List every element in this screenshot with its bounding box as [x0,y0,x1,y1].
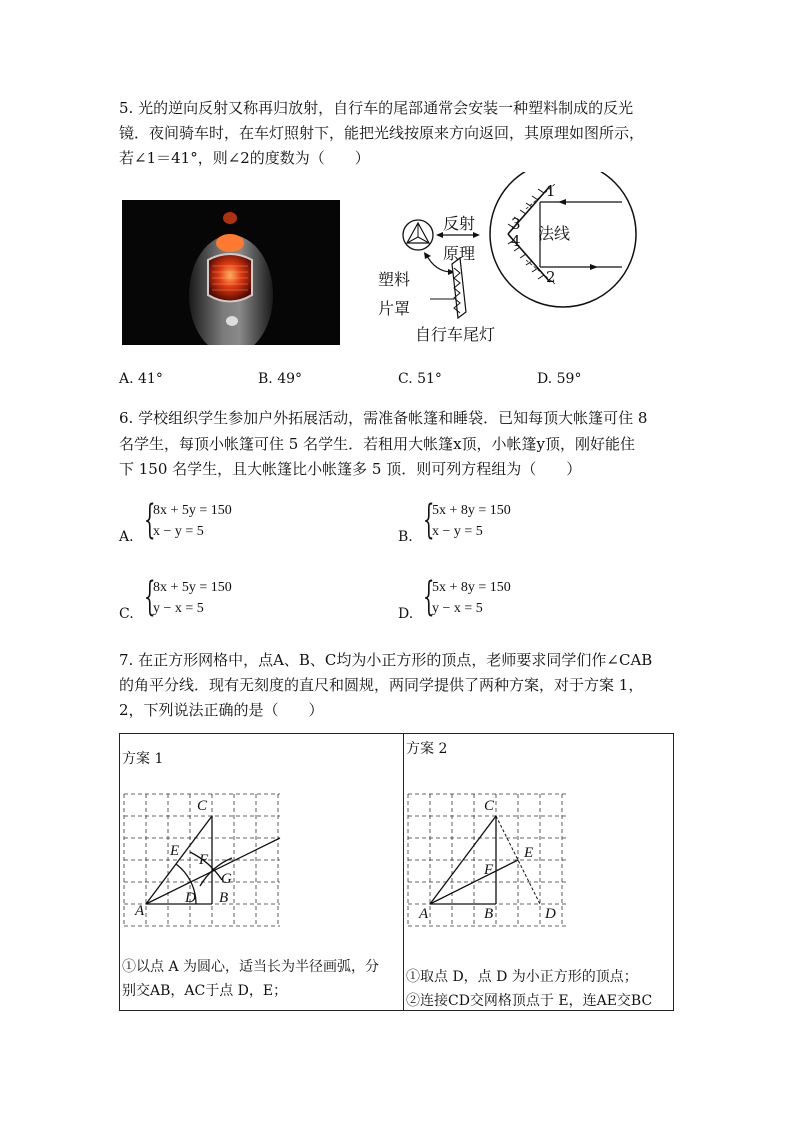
plan-1-label-g: G [221,871,232,887]
plan-1-step-1a: ①以点 A 为圆心，适当长为半径画弧，分 [122,959,380,975]
q6-option-b-label: B. [398,529,413,545]
q6-option-d-eq1: 5x + 8y = 150 [432,580,511,595]
plan-1-label-f: F [199,852,209,868]
q7-line-2: 的角平分线．现有无刻度的直尺和圆规，两同学提供了两种方案，对于方案 1， [119,676,644,694]
q6-option-d-eq2: y − x = 5 [432,601,483,616]
q6-option-c-label: C. [119,606,134,622]
q6-line-1: 6. 学校组织学生参加户外拓展活动，需准备帐篷和睡袋．已知每顶大帐篷可住 8 [119,409,648,427]
q6-option-b-eq1: 5x + 8y = 150 [432,503,511,518]
plan-2-label-d: D [545,906,556,922]
q6-option-a-brace: { [144,497,156,543]
plan-1-label-a: A [135,903,145,919]
angle-3-label: 3 [511,215,521,233]
angle-1-label: 1 [546,182,556,200]
plan-2-title: 方案 2 [406,741,448,757]
tail-light-image [122,200,340,345]
q6-option-b-system [432,500,511,542]
plans-table [119,733,674,1011]
q6-option-a-eq2: x − y = 5 [153,524,204,539]
plan-2-label-c: C [484,798,495,814]
plan-1-label-d: D [185,890,196,906]
label-plastic-1: 塑料 [378,270,411,289]
q6-option-d-label: D. [398,606,414,622]
label-normal: 法线 [538,224,571,243]
q6-option-b-eq2: x − y = 5 [432,524,483,539]
q6-option-c-system [153,577,232,619]
q7-line-3: 2，下列说法正确的是（ ） [119,701,324,719]
plan-1-step-1b: 别交AB，AC于点 D，E； [122,983,288,999]
plan-2-figure [404,784,676,934]
plan-1-label-e: E [170,843,180,859]
label-reflect-1: 反射 [443,214,476,233]
q6-option-c-brace: { [144,574,156,620]
angle-2-label: 2 [546,268,556,286]
plan-2-cell [404,734,674,1011]
label-caption: 自行车尾灯 [415,325,496,344]
plan-2-step-1: ①取点 D，点 D 为小正方形的顶点； [406,969,638,985]
q6-option-d-system [432,577,511,619]
plan-1-title: 方案 1 [122,751,164,767]
plan-1-cell [120,734,404,1011]
q6-option-b-brace: { [423,497,435,543]
q5-option-a: A. 41° [119,371,163,387]
q5-option-c: C. 51° [398,371,442,387]
q5-line-2: 镜．夜间骑车时，在车灯照射下，能把光线按原来方向返回，其原理如图所示， [119,124,645,142]
q6-option-c-eq2: y − x = 5 [153,601,204,616]
q6-line-3: 下 150 名学生，且大帐篷比小帐篷多 5 顶．则可列方程组为（ ） [119,460,582,478]
plan-2-label-f: F [484,862,494,878]
plan-2-step-2: ②连接CD交网格顶点于 E，连AE交BC [406,993,653,1009]
q5-line-1: 5. 光的逆向反射又称再归放射，自行车的尾部通常会安装一种塑料制成的反光 [119,99,634,117]
q6-option-c-eq1: 8x + 5y = 150 [153,580,232,595]
label-reflect-2: 原理 [443,244,476,263]
q6-option-d-brace: { [423,574,435,620]
label-plastic-2: 片罩 [378,299,411,318]
plan-1-label-c: C [197,798,208,814]
q5-option-d: D. 59° [537,371,582,387]
q6-option-a-label: A. [119,529,134,545]
q6-line-2: 名学生，每顶小帐篷可住 5 名学生．若租用大帐篷x顶，小帐篷y顶，刚好能住 [119,435,636,453]
reflection-diagram [378,172,690,357]
q6-option-a-eq1: 8x + 5y = 150 [153,503,232,518]
q5-line-3: 若∠1＝41°，则∠2的度数为（ ） [119,149,370,167]
plan-1-figure [120,784,403,934]
plan-2-label-b: B [484,906,494,922]
plan-2-label-a: A [419,906,429,922]
plan-1-label-b: B [219,890,229,906]
q5-option-b: B. 49° [258,371,303,387]
angle-4-label: 4 [511,232,521,250]
q7-line-1: 7. 在正方形网格中，点A、B、C均为小正方形的顶点，老师要求同学们作∠CAB [119,651,653,669]
plan-2-label-e: E [524,845,534,861]
tail-light-photo [122,200,340,345]
q6-option-a-system [153,500,232,542]
